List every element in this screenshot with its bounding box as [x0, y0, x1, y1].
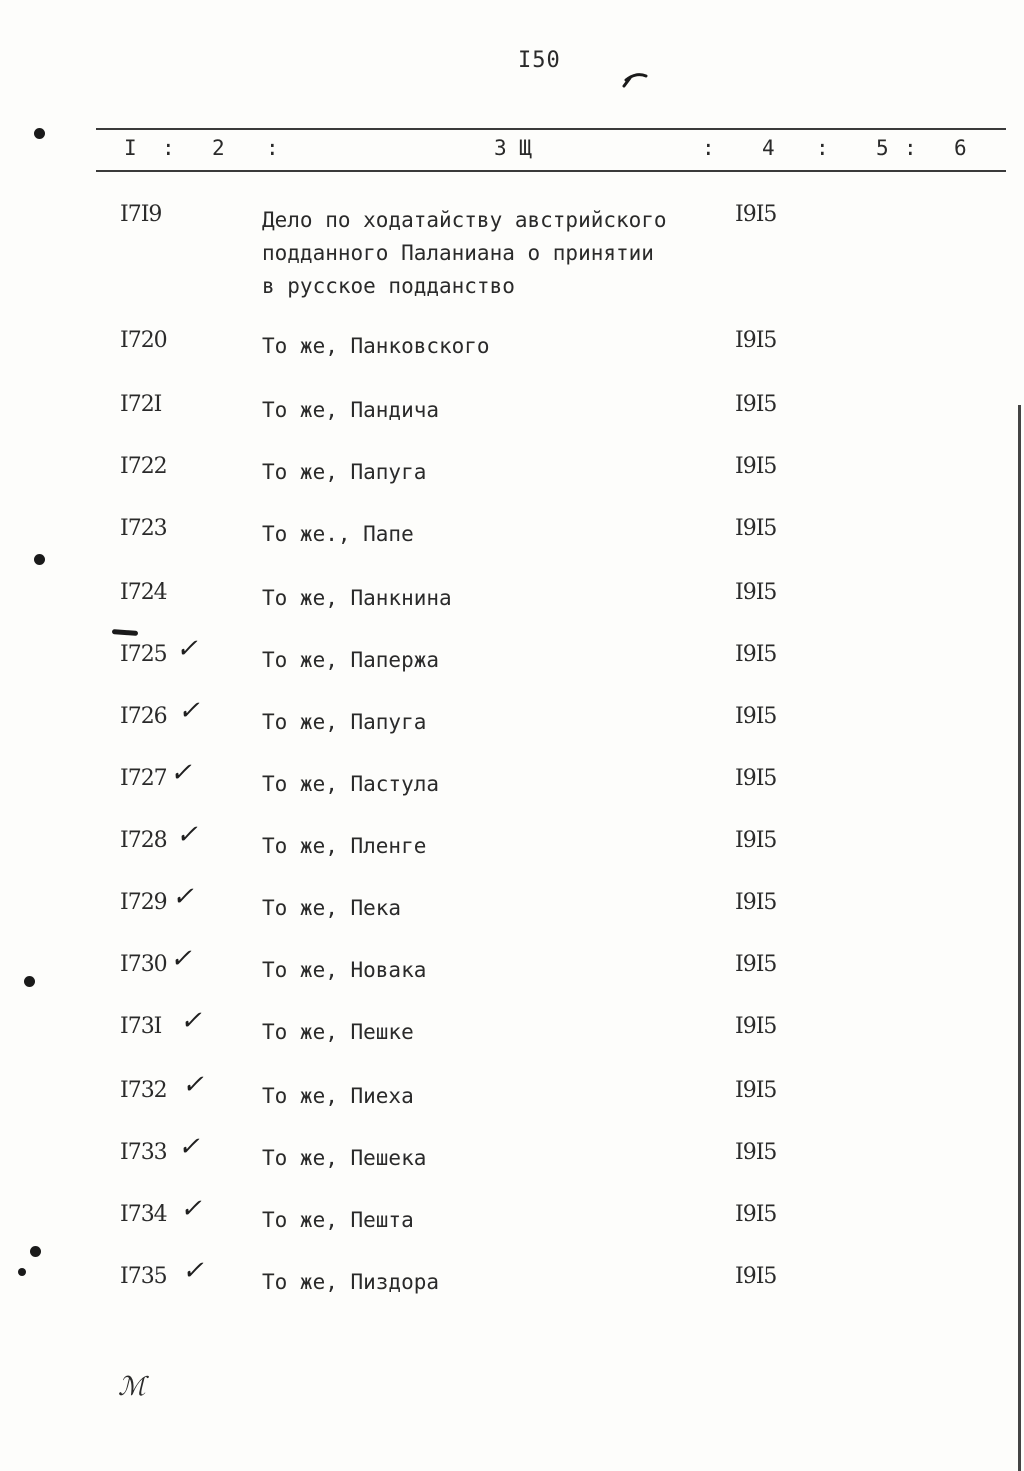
item-year: I9I5	[735, 952, 777, 977]
header-col-1: I	[124, 136, 137, 160]
item-number: I727	[120, 766, 167, 791]
header-bottom-rule	[96, 170, 1006, 172]
item-number: I734	[120, 1202, 167, 1227]
item-year: I9I5	[735, 1140, 777, 1165]
item-number: I722	[120, 454, 167, 479]
page-number: I50	[518, 48, 561, 73]
punch-hole-mark	[18, 1268, 26, 1276]
item-year: I9I5	[735, 328, 777, 353]
handwritten-check-icon: ✓	[176, 820, 198, 850]
handwritten-tick-mark	[622, 68, 648, 90]
header-sep: :	[162, 136, 175, 160]
item-year: I9I5	[735, 828, 777, 853]
item-year: I9I5	[735, 890, 777, 915]
handwritten-dash-mark	[112, 629, 138, 636]
header-col-4: 4	[762, 136, 775, 160]
item-year: I9I5	[735, 516, 777, 541]
item-year: I9I5	[735, 202, 777, 227]
punch-hole-mark	[34, 554, 45, 565]
item-year: I9I5	[735, 704, 777, 729]
item-title: То же, Пленге	[262, 834, 427, 858]
item-number: I7I9	[120, 202, 162, 227]
item-title: То же, Панковского	[262, 334, 490, 358]
item-title: То же, Пастула	[262, 772, 440, 796]
header-sep: :	[702, 136, 715, 160]
handwritten-check-icon: ✓	[182, 1256, 204, 1286]
header-col-6: 6	[954, 136, 967, 160]
punch-hole-mark	[24, 976, 35, 987]
item-number: I724	[120, 580, 167, 605]
item-number: I720	[120, 328, 167, 353]
item-title: То же, Пиеха	[262, 1084, 414, 1108]
item-number: I730	[120, 952, 167, 977]
item-title: То же., Папе	[262, 522, 414, 546]
header-col-3: 3 Щ	[494, 136, 532, 160]
handwritten-check-icon: ✓	[180, 1194, 202, 1224]
item-title: То же, Пешека	[262, 1146, 427, 1170]
item-number: I733	[120, 1140, 167, 1165]
handwritten-check-icon: ✓	[170, 944, 192, 974]
handwritten-check-icon: ✓	[170, 758, 192, 788]
item-number: I72I	[120, 392, 162, 417]
item-year: I9I5	[735, 766, 777, 791]
item-year: I9I5	[735, 642, 777, 667]
item-title: То же, Панкнина	[262, 586, 452, 610]
handwritten-check-icon: ✓	[182, 1070, 204, 1100]
item-year: I9I5	[735, 1202, 777, 1227]
item-number: I725	[120, 642, 167, 667]
item-title: То же, Пека	[262, 896, 402, 920]
handwritten-check-icon: ✓	[172, 882, 194, 912]
item-number: I729	[120, 890, 167, 915]
header-top-rule	[96, 128, 1006, 130]
item-number: I735	[120, 1264, 167, 1289]
table-header	[0, 136, 1024, 166]
item-title: То же, Пандича	[262, 398, 440, 422]
item-title: То же, Новака	[262, 958, 427, 982]
header-sep: :	[816, 136, 829, 160]
punch-hole-mark	[30, 1246, 41, 1257]
item-number: I73I	[120, 1014, 162, 1039]
header-sep: :	[904, 136, 917, 160]
item-number: I732	[120, 1078, 167, 1103]
item-title: То же, Папуга	[262, 460, 427, 484]
handwritten-bottom-mark: ℳ	[118, 1372, 146, 1402]
punch-hole-mark	[34, 128, 45, 139]
header-sep: :	[266, 136, 279, 160]
item-number: I726	[120, 704, 167, 729]
item-year: I9I5	[735, 454, 777, 479]
header-col-5: 5	[876, 136, 889, 160]
item-title: То же, Пешта	[262, 1208, 414, 1232]
item-year: I9I5	[735, 392, 777, 417]
header-col-2: 2	[212, 136, 225, 160]
item-title: То же, Пиздора	[262, 1270, 440, 1294]
item-title: То же, Пешке	[262, 1020, 414, 1044]
item-year: I9I5	[735, 1264, 777, 1289]
item-title: Дело по ходатайству австрийского подданного Паланиана о принятии в русское подданство	[262, 208, 667, 298]
item-title: То же, Папуга	[262, 710, 427, 734]
item-title: То же, Папержа	[262, 648, 440, 672]
page-edge-line	[1018, 405, 1021, 1471]
item-year: I9I5	[735, 580, 777, 605]
item-year: I9I5	[735, 1014, 777, 1039]
item-number: I723	[120, 516, 167, 541]
item-year: I9I5	[735, 1078, 777, 1103]
handwritten-check-icon: ✓	[178, 696, 200, 726]
handwritten-check-icon: ✓	[178, 1132, 200, 1162]
handwritten-check-icon: ✓	[176, 634, 198, 664]
handwritten-check-icon: ✓	[180, 1006, 202, 1036]
item-number: I728	[120, 828, 167, 853]
